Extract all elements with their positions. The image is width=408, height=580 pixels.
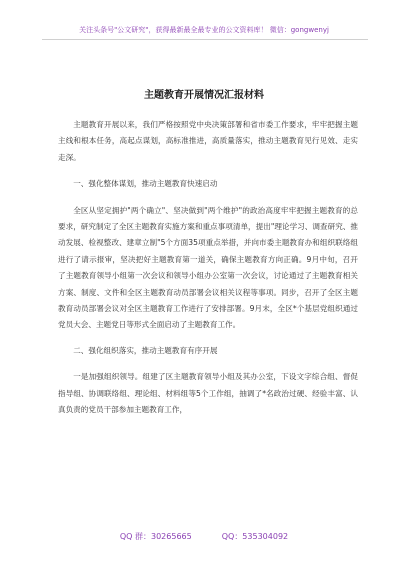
document-body <box>58 117 358 419</box>
footer-contact <box>0 531 408 543</box>
footer-qq-group: QQ 群：30265665 <box>119 532 192 541</box>
section-1-heading: 一、强化整体谋划，推动主题教育快速启动 <box>73 179 218 189</box>
section-1-paragraph: 全区从坚定拥护"两个确立"、坚决做到"两个维护"的政治高度牢牢把握主题教育的总要求，研究制定了全区主题教育实施方案和重点事项清单，提出"理论学习、调查研究、推动发展、检视整改、建章立制"5个方面35项重点举措，并向市委主题教育办和组织联络组进行了请示报审，坚决把好主题教育第一道关，确保主题教育方向正确。9月中旬，召开了主题教育领导小组第一次会议和领导小组办公室第一次会议，讨论通过了主题教育相关方案、制度、文件和全区主题教育动员部署会议相关议程等事项。同步，召开了全区主题教育动员部署会议对全区主题教育工作进行了安排部署。9月末，全区*个基层党组织通过党员大会、主题党日等形式全面启动了主题教育工作。 <box>58 205 358 330</box>
section-2-heading: 二、强化组织落实，推动主题教育有序开展 <box>73 345 218 355</box>
footer-qq: QQ：535304092 <box>221 532 289 541</box>
document-title: 主题教育开展情况汇报材料 <box>144 90 264 101</box>
section-2-paragraph: 一是加强组织领导。组建了区主题教育领导小组及其办公室，下设文字综合组、督促指导组、协调联络组、理论组、材料组等5个工作组，抽调了*名政治过硬、经验丰富、认真负责的党员干部参加主题教育工作， <box>58 372 358 415</box>
intro-paragraph: 主题教育开展以来，我们严格按照党中央决策部署和省市委工作要求，牢牢把握主题主线和根本任务，高起点谋划，高标准推进，高质量落实，推动主题教育见行见效、走实走深。 <box>58 120 358 162</box>
header-divider <box>42 39 368 40</box>
header-banner: 关注头条号"公文研究"，获得最新最全最专业的公文资料库！ 微信：gongwenyj <box>79 26 329 34</box>
